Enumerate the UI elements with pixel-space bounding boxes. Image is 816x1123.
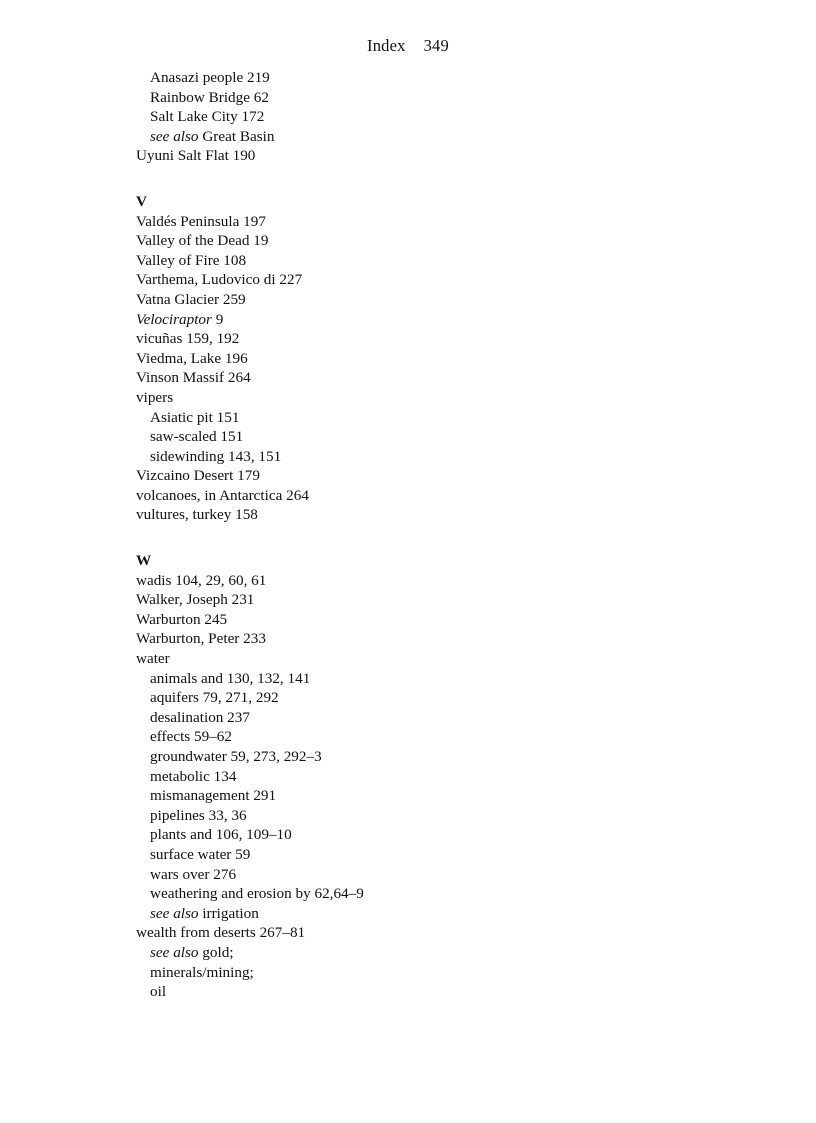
entry-text: W (136, 552, 152, 570)
entry-text: Great Basin (202, 127, 275, 145)
index-subentry (136, 747, 696, 767)
index-subentry (136, 669, 696, 689)
index-subentry (136, 845, 696, 865)
section-gap (136, 166, 696, 192)
index-subentry (136, 127, 696, 147)
index-subentry (136, 107, 696, 127)
entry-text: weathering and erosion by 62,64–9 (150, 885, 364, 903)
index-subentry (136, 727, 696, 747)
entry-text: Asiatic pit 151 (150, 408, 240, 426)
entry-text: Salt Lake City 172 (150, 108, 265, 126)
index-entry (136, 590, 696, 610)
index-entry (136, 212, 696, 232)
page-number: 349 (423, 36, 449, 55)
index-entry (136, 466, 696, 486)
entry-text: Vizcaino Desert 179 (136, 467, 260, 485)
entry-text: saw-scaled 151 (150, 428, 244, 446)
header-title: Index (367, 36, 406, 55)
italic-term: see also (150, 127, 199, 145)
index-entry (136, 368, 696, 388)
entry-text: Vatna Glacier 259 (136, 290, 246, 308)
index-entry (136, 349, 696, 369)
entry-text: wealth from deserts 267–81 (136, 924, 306, 942)
section-letter (136, 192, 696, 212)
index-entry (136, 486, 696, 506)
entry-text: Valdés Peninsula 197 (136, 212, 266, 230)
index-subentry (136, 688, 696, 708)
entry-text: surface water 59 (150, 845, 251, 863)
index-subentry (136, 786, 696, 806)
entry-text: vultures, turkey 158 (136, 506, 258, 524)
entry-text: mismanagement 291 (150, 787, 277, 805)
entry-text: Vinson Massif 264 (136, 369, 251, 387)
entry-text: Viedma, Lake 196 (136, 349, 248, 367)
entry-text: Warburton 245 (136, 610, 228, 628)
entry-text: animals and 130, 132, 141 (150, 669, 311, 687)
entry-text: Rainbow Bridge 62 (150, 88, 269, 106)
index-subentry (136, 68, 696, 88)
index-entry (136, 610, 696, 630)
entry-text: Walker, Joseph 231 (136, 591, 255, 609)
entry-text: Warburton, Peter 233 (136, 630, 266, 648)
entry-text: wadis 104, 29, 60, 61 (136, 571, 267, 589)
index-subentry (136, 88, 696, 108)
entry-text: metabolic 134 (150, 767, 237, 785)
index-entry (136, 571, 696, 591)
index-entry (136, 329, 696, 349)
entry-text: aquifers 79, 271, 292 (150, 689, 279, 707)
italic-term: Velociraptor (136, 310, 212, 328)
entry-text: Uyuni Salt Flat 190 (136, 147, 256, 165)
index-entry (136, 505, 696, 525)
index-entry (136, 310, 696, 330)
entry-text: minerals/mining; (150, 963, 254, 981)
running-header (0, 36, 816, 56)
index-subentry (136, 427, 696, 447)
entry-text: irrigation (202, 904, 259, 922)
index-subentry (136, 904, 696, 924)
entry-text: plants and 106, 109–10 (150, 826, 292, 844)
index-entry (136, 146, 696, 166)
index-entry (136, 270, 696, 290)
section-gap (136, 525, 696, 551)
entry-text: vicuñas 159, 192 (136, 330, 240, 348)
entry-text: Valley of the Dead 19 (136, 232, 269, 250)
index-entry (136, 923, 696, 943)
entry-text: Anasazi people 219 (150, 69, 270, 86)
entry-text: Valley of Fire 108 (136, 251, 247, 269)
index-entries (136, 68, 696, 1002)
entry-text: pipelines 33, 36 (150, 806, 247, 824)
index-subentry (136, 884, 696, 904)
index-subentry (136, 708, 696, 728)
index-subentry (136, 963, 696, 983)
entry-text: volcanoes, in Antarctica 264 (136, 486, 309, 504)
section-letter (136, 551, 696, 571)
index-entry (136, 290, 696, 310)
entry-text: V (136, 192, 147, 210)
index-subentry (136, 982, 696, 1002)
index-entry (136, 231, 696, 251)
index-entry (136, 251, 696, 271)
index-entry (136, 629, 696, 649)
entry-text: desalination 237 (150, 708, 250, 726)
italic-term: see also (150, 904, 199, 922)
index-subentry (136, 767, 696, 787)
index-subentry (136, 408, 696, 428)
index-subentry (136, 447, 696, 467)
index-subentry (136, 806, 696, 826)
entry-text: gold; (202, 943, 234, 961)
index-entry (136, 388, 696, 408)
entry-text: wars over 276 (150, 865, 237, 883)
index-entry (136, 649, 696, 669)
entry-text: water (136, 650, 170, 668)
entry-text: 9 (215, 310, 224, 328)
index-subentry (136, 943, 696, 963)
entry-text: oil (150, 983, 167, 1001)
entry-text: vipers (136, 388, 174, 406)
entry-text: groundwater 59, 273, 292–3 (150, 748, 322, 765)
entry-text: Varthema, Ludovico di 227 (136, 271, 303, 289)
entry-text: sidewinding 143, 151 (150, 447, 282, 465)
index-subentry (136, 865, 696, 885)
entry-text: effects 59–62 (150, 728, 232, 746)
italic-term: see also (150, 943, 199, 961)
index-subentry (136, 825, 696, 845)
